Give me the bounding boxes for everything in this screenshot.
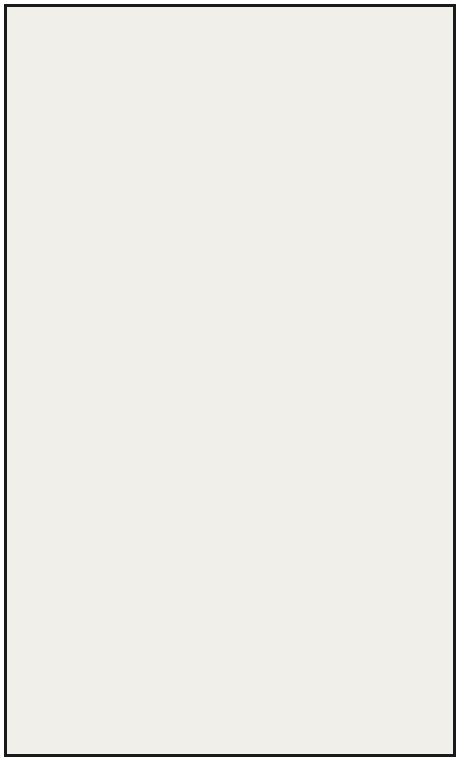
auction-notice: [4, 4, 456, 757]
notice-footer: [17, 724, 443, 748]
notice-body-text: [17, 15, 443, 709]
